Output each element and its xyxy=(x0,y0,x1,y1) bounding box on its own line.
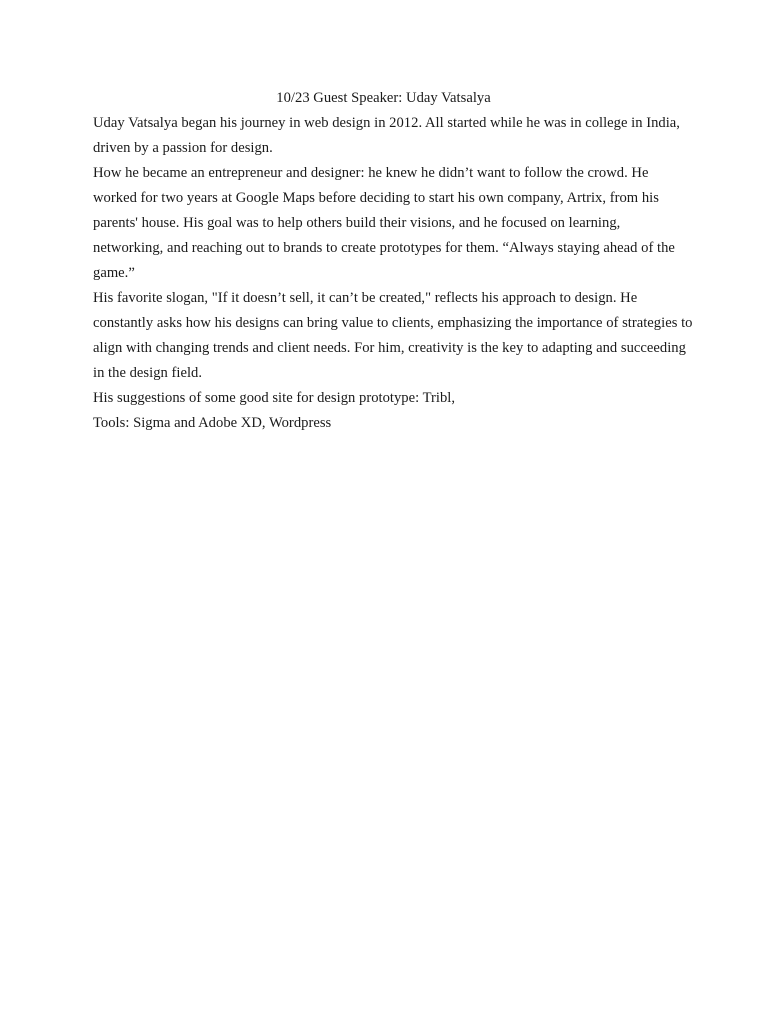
document-body xyxy=(93,86,693,436)
document-title: 10/23 Guest Speaker: Uday Vatsalya xyxy=(276,90,491,106)
paragraph-journey: Uday Vatsalya began his journey in web design in 2012. All started while he was in college in India, driven by a passion for design. xyxy=(93,115,680,156)
paragraph-prototype-sites: His suggestions of some good site for design prototype: Tribl, xyxy=(93,390,456,406)
paragraph-entrepreneur: How he became an entrepreneur and designer: he knew he didn’t want to follow the crowd. He worked for two years at Google Maps before deciding to start his own company, Artrix, from his parents' house. His goal was to help others build their visions, and he focused on learning, networking, and reaching out to brands to create prototypes for them. “Always staying ahead of the game.” xyxy=(93,165,675,281)
paragraph-slogan: His favorite slogan, "If it doesn’t sell, it can’t be created," reflects his approach to design. He constantly asks how his designs can bring value to clients, emphasizing the importance of strategies to align with changing trends and client needs. For him, creativity is the key to adapting and succeeding in the design field. xyxy=(93,290,693,381)
paragraph-tools: Tools: Sigma and Adobe XD, Wordpress xyxy=(93,415,332,431)
